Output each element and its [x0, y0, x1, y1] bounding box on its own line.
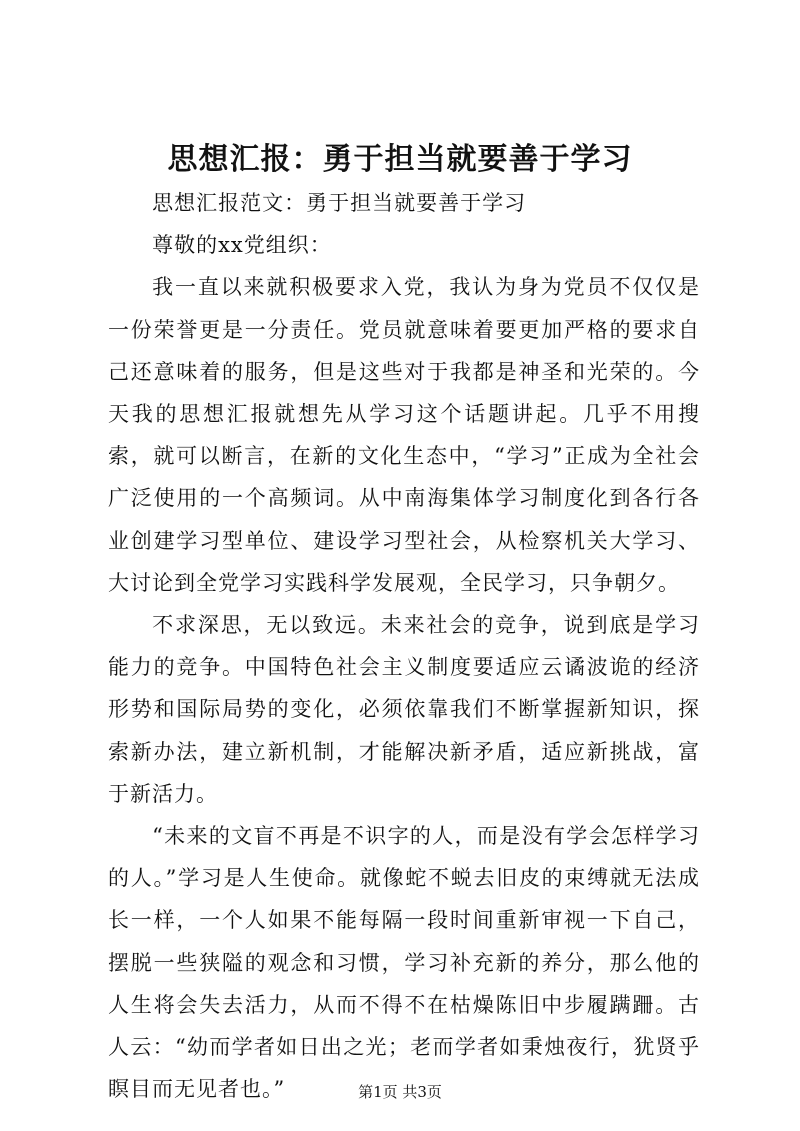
paragraph-salutation: 尊敬的xx党组织：: [152, 233, 332, 258]
document-title: 思想汇报：勇于担当就要善于学习: [167, 142, 633, 177]
page-footer: 第1页 共3页: [358, 1083, 442, 1101]
paragraph-subtitle: 思想汇报范文：勇于担当就要善于学习: [152, 191, 527, 215]
document-body: [108, 182, 700, 1110]
paragraph: 我一直以来就积极要求入党，我认为身为党员不仅仅是一份荣誉更是一分责任。党员就意味着要更加严格的要求自己还意味着的服务，但是这些对于我都是神圣和光荣的。今天我的思想汇报就想先从学习这个话题讲起。几乎不用搜索，就可以断言，在新的文化生态中，“学习”正成为全社会广泛使用的一个高频词。从中南海集体学习制度化到各行各业创建学习型单位、建设学习型社会，从检察机关大学习、大讨论到全党学习实践科学发展观，全民学习，只争朝夕。: [108, 275, 700, 595]
paragraph: 不求深思，无以致远。未来社会的竞争，说到底是学习能力的竞争。中国特色社会主义制度要适应云谲波诡的经济形势和国际局势的变化，必须依靠我们不断掌握新知识，探索新办法，建立新机制，才能解决新矛盾，适应新挑战，富于新活力。: [108, 613, 700, 806]
paragraph: “未来的文盲不再是不识字的人，而是没有学会怎样学习的人。”学习是人生使命。就像蛇不蜕去旧皮的束缚就无法成长一样，一个人如果不能每隔一段时间重新审视一下自己，摆脱一些狭隘的观念和习惯，学习补充新的养分，那么他的人生将会失去活力，从而不得不在枯燥陈旧中步履蹒跚。古人云：“幼而学者如日出之光；老而学者如秉烛夜行，犹贤乎瞑目而无见者也。”: [108, 824, 700, 1102]
